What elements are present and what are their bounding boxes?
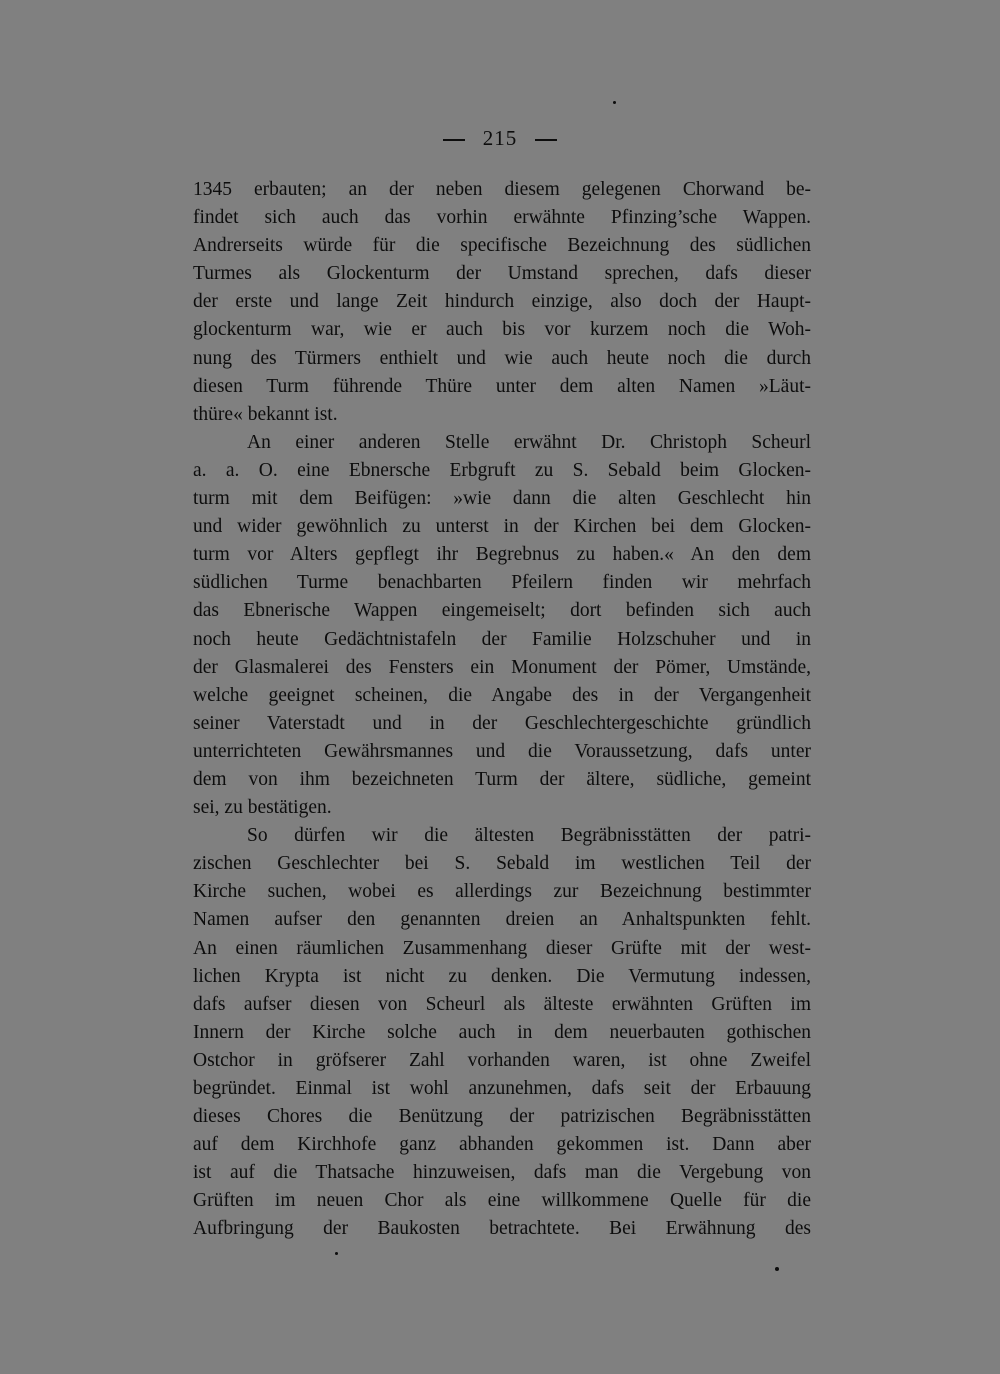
text-line: nung des Türmers enthielt und wie auch heute noch die durch [193, 347, 811, 369]
text-line: Namen aufser den genannten dreien an Anhaltspunkten fehlt. [193, 909, 811, 931]
text-line: turm vor Alters gepflegt ihr Begrebnus zu haben.« An den dem [193, 544, 811, 566]
text-line: Andrerseits würde für die specifische Bezeichnung des südlichen [193, 235, 811, 257]
text-line: diesen Turm führende Thüre unter dem alten Namen »Läut- [193, 375, 811, 397]
text-line: So dürfen wir die ältesten Begräbnisstätten der patri- [247, 825, 811, 847]
text-line: welche geeignet scheinen, die Angabe des in der Vergangenheit [193, 684, 811, 706]
text-line: An einer anderen Stelle erwähnt Dr. Christoph Scheurl [247, 431, 811, 453]
text-line: noch heute Gedächtnistafeln der Familie Holzschuher und in [193, 628, 811, 650]
text-line: An einen räumlichen Zusammenhang dieser Grüfte mit der west- [193, 937, 811, 959]
text-line: Aufbringung der Baukosten betrachtete. Bei Erwähnung des [193, 1218, 811, 1240]
text-line: thüre« bekannt ist. [193, 403, 338, 425]
text-line: dem von ihm bezeichneten Turm der ältere, südliche, gemeint [193, 768, 811, 790]
ink-speck [775, 1267, 779, 1271]
page-header [0, 126, 1000, 151]
text-line: lichen Krypta ist nicht zu denken. Die Vermutung indessen, [193, 965, 811, 987]
right-dash [535, 139, 557, 141]
text-line: dieses Chores die Benützung der patrizischen Begräbnisstätten [193, 1106, 811, 1128]
text-line: sei, zu bestätigen. [193, 797, 332, 819]
text-line: Grüften im neuen Chor als eine willkommene Quelle für die [193, 1190, 811, 1212]
text-line: seiner Vaterstadt und in der Geschlechtergeschichte gründlich [193, 712, 811, 734]
text-line: und wider gewöhnlich zu unterst in der Kirchen bei dem Glocken- [193, 516, 811, 538]
text-line: Turmes als Glockenturm der Umstand sprechen, dafs dieser [193, 263, 811, 285]
text-line: der Glasmalerei des Fensters ein Monument der Pömer, Umstände, [193, 656, 811, 678]
text-line: turm mit dem Beifügen: »wie dann die alten Geschlecht hin [193, 488, 811, 510]
text-line: Ostchor in gröfserer Zahl vorhanden waren, ist ohne Zweifel [193, 1049, 811, 1071]
text-line: das Ebnerische Wappen eingemeiselt; dort befinden sich auch [193, 600, 811, 622]
text-line: Kirche suchen, wobei es allerdings zur Bezeichnung bestimmter [193, 881, 811, 903]
text-line: 1345 erbauten; an der neben diesem gelegenen Chorwand be- [193, 179, 811, 200]
text-line: zischen Geschlechter bei S. Sebald im westlichen Teil der [193, 853, 811, 875]
text-line: Innern der Kirche solche auch in dem neuerbauten gothischen [193, 1021, 811, 1043]
text-line: auf dem Kirchhofe ganz abhanden gekommen ist. Dann aber [193, 1134, 811, 1156]
body-text [193, 176, 811, 1244]
text-line: ist auf die Thatsache hinzuweisen, dafs man die Vergebung von [193, 1162, 811, 1184]
text-line: begründet. Einmal ist wohl anzunehmen, dafs seit der Erbauung [193, 1078, 811, 1099]
text-line: der erste und lange Zeit hindurch einzige, also doch der Haupt- [193, 291, 811, 313]
text-line: findet sich auch das vorhin erwähnte Pfinzing’sche Wappen. [193, 207, 811, 229]
text-line: unterrichteten Gewährsmannes und die Voraussetzung, dafs unter [193, 740, 811, 762]
ink-speck [335, 1252, 338, 1255]
text-line: dafs aufser diesen von Scheurl als älteste erwähnten Grüften im [193, 993, 811, 1015]
text-line: glockenturm war, wie er auch bis vor kurzem noch die Woh- [193, 319, 811, 341]
left-dash [443, 139, 465, 141]
ink-speck [613, 101, 616, 104]
text-line: a. a. O. eine Ebnersche Erbgruft zu S. Sebald beim Glocken- [193, 459, 811, 481]
text-line: südlichen Turme benachbarten Pfeilern finden wir mehrfach [193, 572, 811, 594]
page-number: 215 [482, 126, 518, 150]
